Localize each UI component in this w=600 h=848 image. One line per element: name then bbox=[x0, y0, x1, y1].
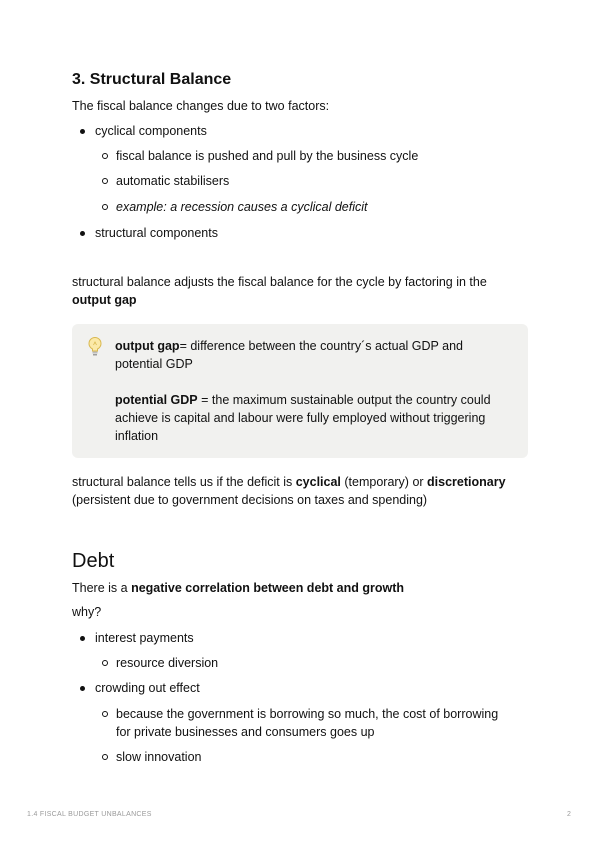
list-item-borrowing-cost: because the government is borrowing so much, the cost of borrowing for private businesses and consumers goes up bbox=[116, 705, 526, 741]
page-number: 2 bbox=[567, 811, 572, 818]
deficit-paragraph: structural balance tells us if the deficit is cyclical (temporary) or discretionary (persistent due to government decisions on taxes and spending) bbox=[72, 475, 506, 507]
footer-title: 1.4 FISCAL BUDGET UNBALANCES bbox=[27, 811, 152, 818]
debt-intro: There is a negative correlation between debt and growth bbox=[72, 581, 405, 595]
adjust-paragraph: structural balance adjusts the fiscal balance for the cycle by factoring in the output gap bbox=[72, 275, 487, 307]
section-heading: 3. Structural Balance bbox=[72, 71, 232, 88]
list-item-resource-diversion: resource diversion bbox=[116, 656, 219, 670]
why-text: why? bbox=[72, 605, 102, 619]
debt-heading: Debt bbox=[72, 550, 115, 572]
list-item-example: example: a recession causes a cyclical deficit bbox=[116, 200, 368, 214]
output-gap-definition: output gap= difference between the country´s actual GDP and potential GDP bbox=[115, 339, 463, 371]
lightbulb-icon bbox=[87, 336, 103, 358]
intro-text: The fiscal balance changes due to two factors: bbox=[72, 99, 330, 113]
list-item-automatic-stabilisers: automatic stabilisers bbox=[116, 174, 230, 188]
list-item-business-cycle: fiscal balance is pushed and pull by the business cycle bbox=[116, 149, 419, 163]
list-item-crowding-out: crowding out effect bbox=[95, 681, 200, 695]
list-item-structural: structural components bbox=[95, 226, 218, 240]
potential-gdp-definition: potential GDP = the maximum sustainable output the country could achieve is capital and labour were fully employed without triggering inflation bbox=[115, 393, 491, 443]
list-item-cyclical: cyclical components bbox=[95, 124, 207, 138]
list-item-interest-payments: interest payments bbox=[95, 631, 194, 645]
list-item-slow-innovation: slow innovation bbox=[116, 750, 202, 764]
